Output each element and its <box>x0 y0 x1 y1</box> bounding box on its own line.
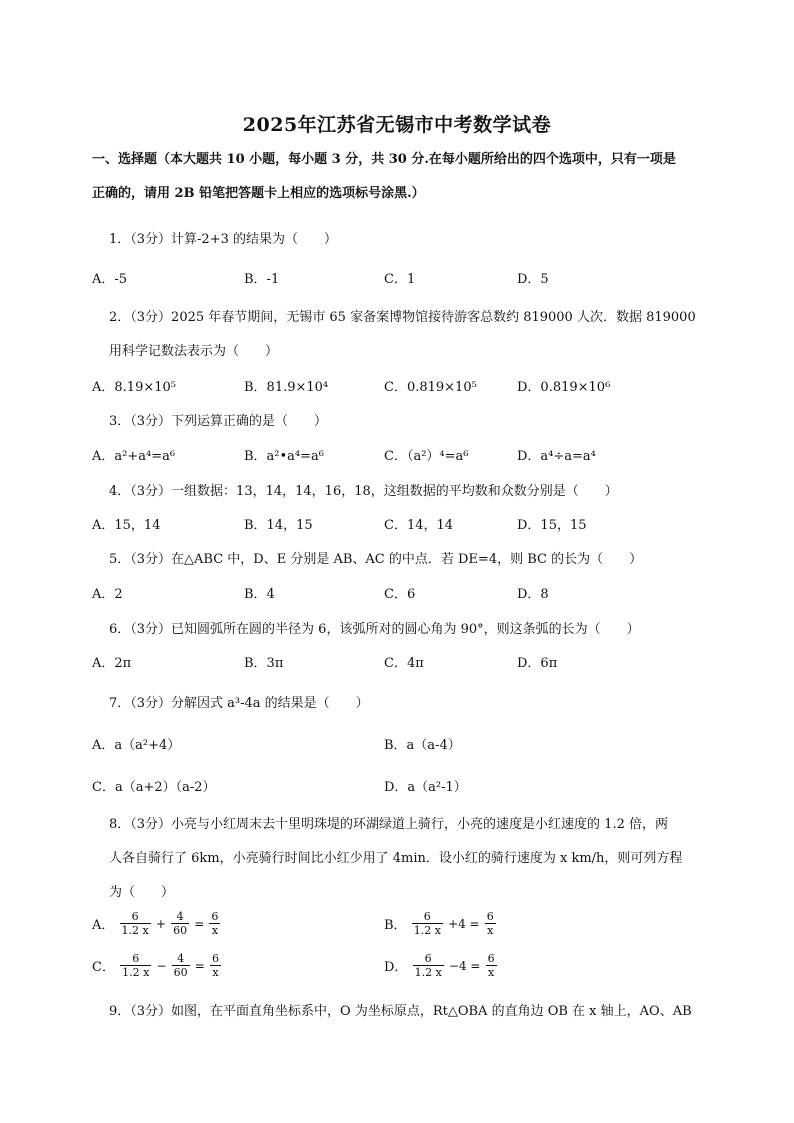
fraction-6-over-1.2x: $\frac{6}{1.2 x}$ <box>122 952 150 979</box>
q3-option-a: A．a²+a⁴=a⁶ <box>92 449 176 464</box>
q2-option-c: C．0.819×10⁵ <box>384 380 477 395</box>
fraction-6-over-1.2x: $\frac{6}{1.2 x}$ <box>413 910 441 937</box>
question-4-stem: 4．（3分）一组数据：13，14，14，16，18，这组数据的平均数和众数分别是（ ） <box>109 484 618 499</box>
q6-option-c: C．4π <box>384 656 424 671</box>
q8-option-a-label: A． <box>92 918 115 933</box>
equals-sign: = <box>194 916 205 931</box>
question-9-stem: 9．（3分）如图，在平面直角坐标系中，O 为坐标原点，Rt△OBA 的直角边 OB 在 x 轴上，AO、AB <box>109 1004 692 1019</box>
equals-sign: = <box>194 958 205 973</box>
q5-option-c: C．6 <box>384 587 416 602</box>
q5-option-d: D．8 <box>517 587 549 602</box>
question-2-stem-line1: 2．（3分）2025 年春节期间，无锡市 65 家备案博物馆接待游客总数约 819000 人次．数据 819000 <box>109 310 696 325</box>
question-8-stem-line2: 人各自骑行了 6km，小亮骑行时间比小红少用了 4min．设小红的骑行速度为 x km/h，则可列方程 <box>109 851 683 866</box>
section-heading-line2: 正确的，请用 2B 铅笔把答题卡上相应的选项标号涂黑.） <box>92 186 425 201</box>
fraction-4-over-60: $\frac{4}{60}$ <box>173 952 188 979</box>
plus-four-equals: +4 = <box>448 916 480 931</box>
q3-option-b: B．a²•a⁴=a⁶ <box>244 449 324 464</box>
q4-option-b: B．14，15 <box>244 518 313 533</box>
q7-option-b: B．a（a-4） <box>384 738 461 753</box>
fraction-6-over-x: $\frac{6}{x}$ <box>211 910 219 937</box>
page-title: 2025年江苏省无锡市中考数学试卷 <box>242 114 552 136</box>
q7-option-d: D．a（a²-1） <box>384 780 467 795</box>
section-heading-line1: 一、选择题（本大题共 10 小题，每小题 3 分，共 30 分.在每小题所给出的四个选项中，只有一项是 <box>92 152 676 167</box>
question-5-stem: 5．（3分）在△ABC 中，D、E 分别是 AB、AC 的中点．若 DE=4，则 BC 的长为（ ） <box>109 552 643 567</box>
q5-option-b: B．4 <box>244 587 275 602</box>
fraction-6-over-x: $\frac{6}{x}$ <box>487 952 495 979</box>
question-8-stem-line3: 为（ ） <box>109 885 175 900</box>
fraction-6-over-1.2x: $\frac{6}{1.2 x}$ <box>414 952 442 979</box>
q6-option-d: D．6π <box>517 656 558 671</box>
q2-option-b: B．81.9×10⁴ <box>244 380 329 395</box>
q3-option-c: C．（a²）⁴=a⁶ <box>384 449 469 464</box>
q8-option-b-label: B． <box>384 918 407 933</box>
q7-option-c: C．a（a+2）（a-2） <box>92 780 216 795</box>
q8-option-b <box>384 910 497 937</box>
q1-option-b: B．-1 <box>244 272 280 287</box>
plus-sign: + <box>155 916 166 931</box>
fraction-6-over-x: $\frac{6}{x}$ <box>486 910 494 937</box>
question-6-stem: 6．（3分）已知圆弧所在圆的半径为 6，该弧所对的圆心角为 90°，则这条弧的长为（ ） <box>109 622 640 637</box>
q1-option-c: C．1 <box>384 272 416 287</box>
q7-option-a: A．a（a²+4） <box>92 738 181 753</box>
q8-option-d-label: D． <box>384 960 408 975</box>
q8-option-d <box>384 952 498 979</box>
q3-option-d: D．a⁴÷a=a⁴ <box>517 449 596 464</box>
q1-option-a: A．-5 <box>92 272 128 287</box>
question-8-stem-line1: 8．（3分）小亮与小红周末去十里明珠堤的环湖绿道上骑行，小亮的速度是小红速度的 1.2 倍，两 <box>109 817 668 832</box>
fraction-6-over-1.2x: $\frac{6}{1.2 x}$ <box>121 910 149 937</box>
fraction-6-over-x: $\frac{6}{x}$ <box>211 952 219 979</box>
q6-option-a: A．2π <box>92 656 132 671</box>
fraction-4-over-60: $\frac{4}{60}$ <box>173 910 188 937</box>
q8-option-c <box>92 952 222 979</box>
question-2-stem-line2: 用科学记数法表示为（ ） <box>109 344 279 359</box>
q2-option-d: D．0.819×10⁶ <box>517 380 611 395</box>
q8-option-c-label: C． <box>92 960 115 975</box>
q6-option-b: B．3π <box>244 656 284 671</box>
q4-option-d: D．15，15 <box>517 518 587 533</box>
question-7-stem: 7．（3分）分解因式 a³-4a 的结果是（ ） <box>109 696 369 711</box>
question-3-stem: 3．（3分）下列运算正确的是（ ） <box>109 414 328 429</box>
q5-option-a: A．2 <box>92 587 123 602</box>
q4-option-a: A．15，14 <box>92 518 161 533</box>
q8-option-a <box>92 910 221 937</box>
q2-option-a: A．8.19×10⁵ <box>92 380 176 395</box>
q1-option-d: D．5 <box>517 272 549 287</box>
question-1-stem: 1．（3分）计算-2+3 的结果为（ ） <box>109 232 338 247</box>
minus-four-equals: −4 = <box>448 958 481 973</box>
q4-option-c: C．14，14 <box>384 518 454 533</box>
minus-sign: − <box>156 958 167 973</box>
